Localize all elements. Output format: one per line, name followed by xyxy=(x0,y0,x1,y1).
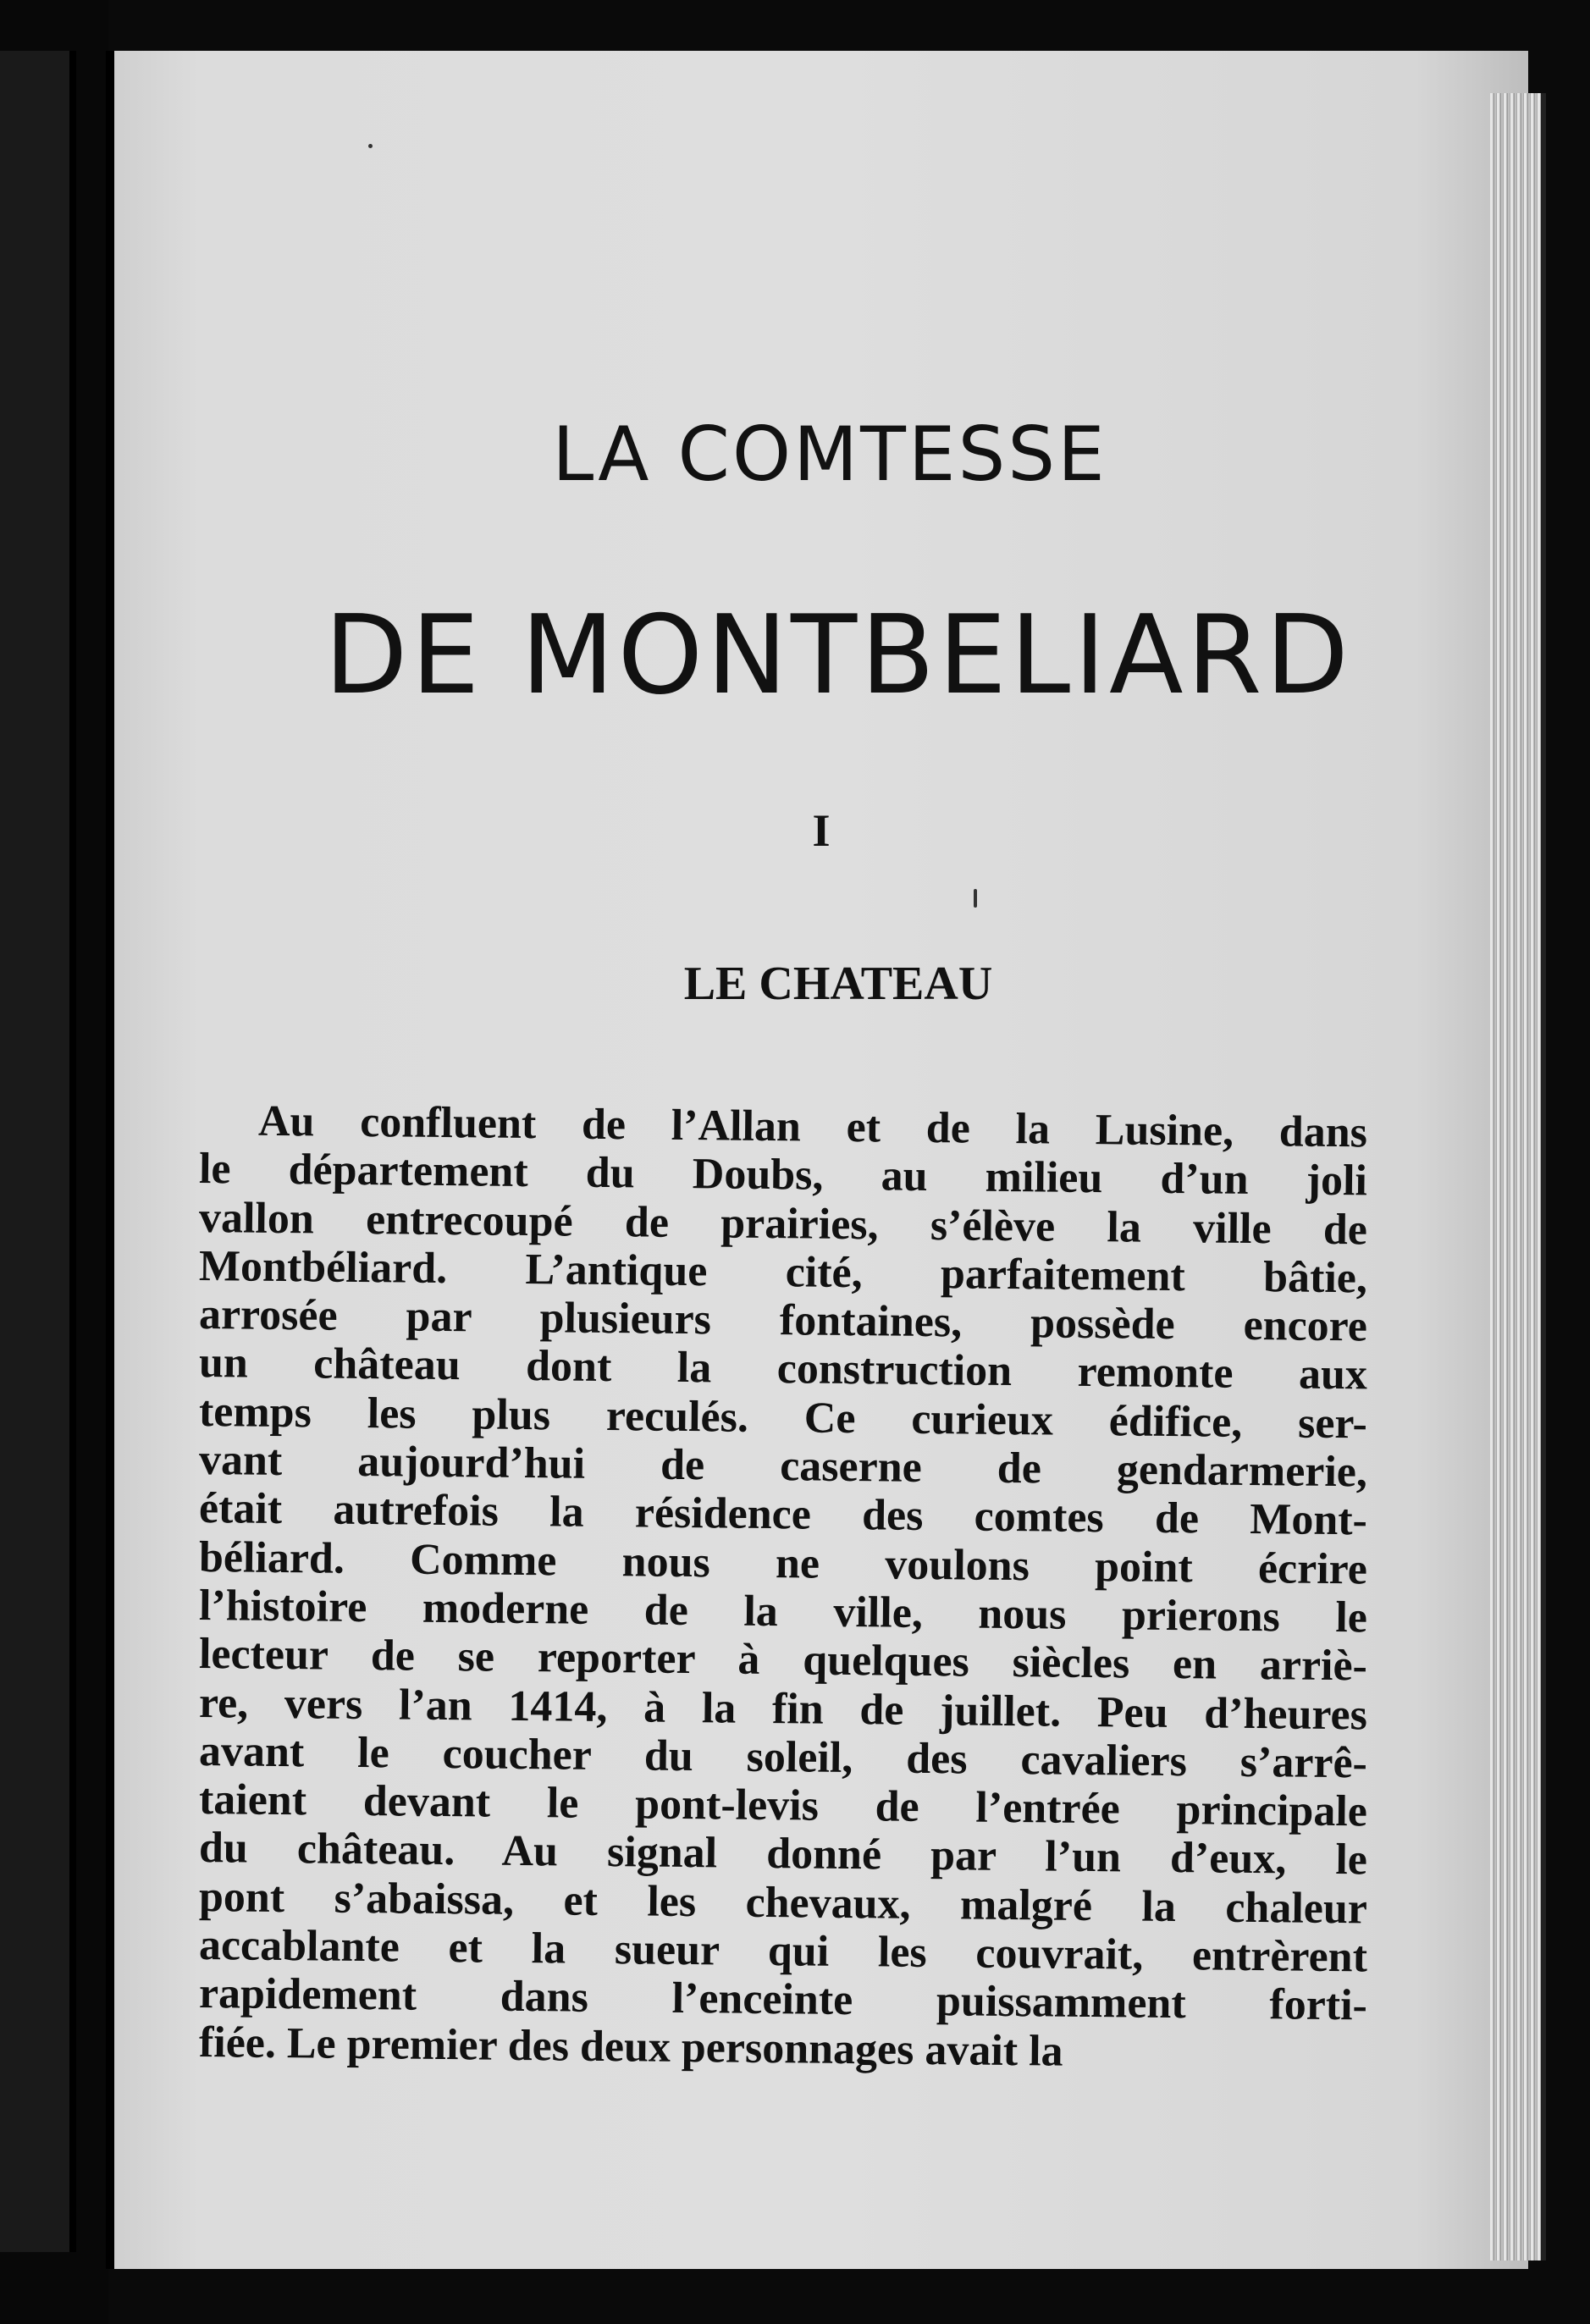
book-page xyxy=(106,51,1528,2269)
body-text xyxy=(198,1096,1368,2076)
body-line: était autrefois la résidence des comtes de Mont- xyxy=(198,1484,1368,1545)
body-line: béliard. Comme nous ne voulons point écrire xyxy=(198,1532,1368,1594)
body-line: le département du Doubs, au milieu d’un joli xyxy=(198,1145,1368,1206)
body-line: taient devant le pont-levis de l’entrée principale xyxy=(198,1775,1368,1836)
body-line: rapidement dans l’enceinte puissamment forti- xyxy=(198,1969,1368,2030)
body-line: vallon entrecoupé de prairies, s’élève la ville de xyxy=(198,1193,1368,1255)
body-line: fiée. Le premier des deux personnages avait la xyxy=(198,2018,1063,2076)
chapter-number: I xyxy=(812,805,831,856)
body-line: accablante et la sueur qui les couvrait, entrèrent xyxy=(198,1921,1368,1982)
body-line: du château. Au signal donné par l’un d’eux, le xyxy=(198,1824,1368,1885)
body-line: arrosée par plusieurs fontaines, possède encore xyxy=(198,1290,1368,1351)
body-line: Montbéliard. L’antique cité, parfaitement bâtie, xyxy=(198,1241,1368,1303)
body-line: re, vers l’an 1414, à la fin de juillet. Peu d’heures xyxy=(198,1678,1368,1740)
body-line: pont s’abaissa, et les chevaux, malgré la chaleur xyxy=(198,1872,1368,1934)
facing-page-edge xyxy=(0,51,76,2252)
title-line-2: DE MONTBELIARD xyxy=(323,593,1353,719)
title-line-1: LA COMTESSE xyxy=(552,411,1107,498)
body-line: temps les plus reculés. Ce curieux édifice, ser- xyxy=(198,1387,1368,1449)
scan-speck xyxy=(368,144,373,148)
stacked-page-edges xyxy=(1490,93,1546,2261)
body-line: lecteur de se reporter à quelques siècles en arriè- xyxy=(198,1630,1368,1691)
body-line: avant le coucher du soleil, des cavaliers s’arrê- xyxy=(198,1726,1368,1788)
body-line: l’histoire moderne de la ville, nous prierons le xyxy=(198,1581,1368,1642)
scan-speck xyxy=(974,889,977,908)
body-line: vant aujourd’hui de caserne de gendarmerie, xyxy=(198,1436,1368,1497)
body-line: Au confluent de l’Allan et de la Lusine, dans xyxy=(257,1096,1368,1157)
body-line: un château dont la construction remonte aux xyxy=(198,1339,1368,1399)
chapter-title: LE CHATEAU xyxy=(683,958,993,1010)
